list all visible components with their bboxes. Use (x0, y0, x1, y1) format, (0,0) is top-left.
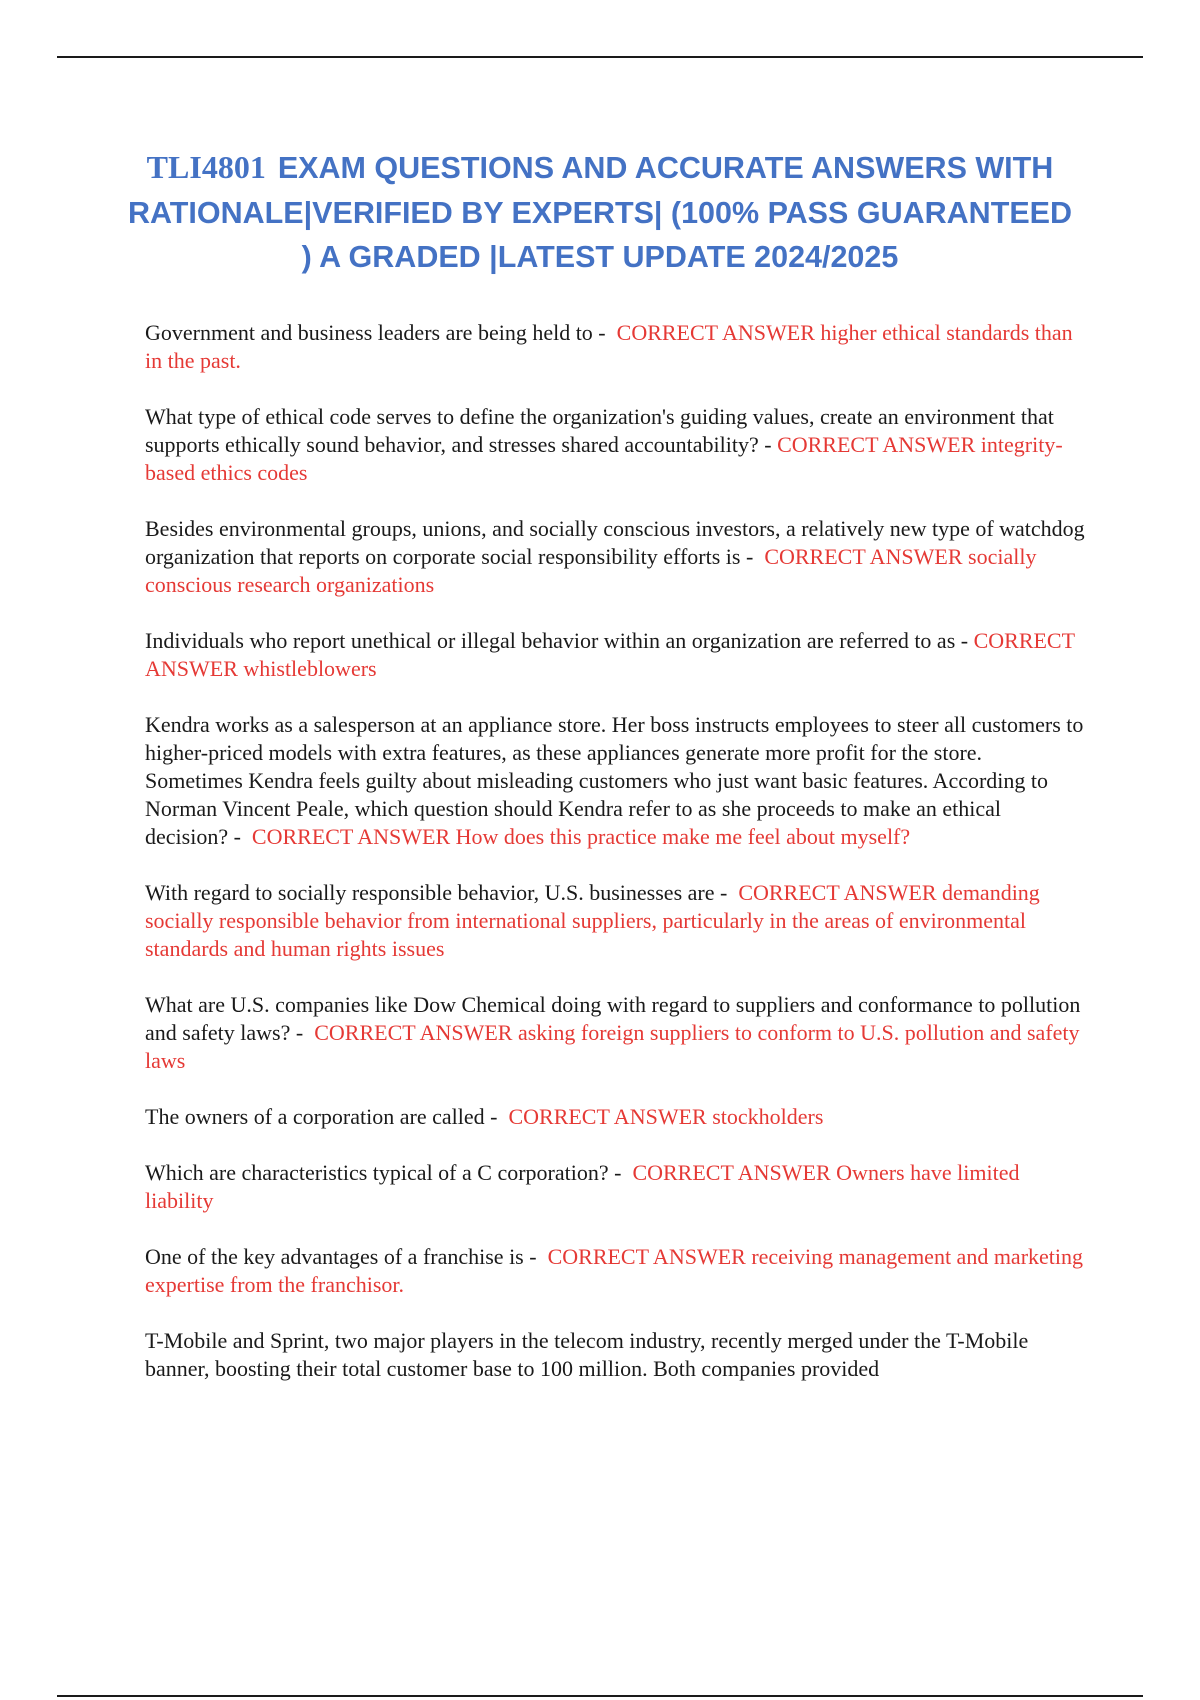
answer-text: CORRECT ANSWER socially conscious research organizations (145, 544, 1037, 597)
qa-list (145, 319, 1085, 1411)
answer-text: CORRECT ANSWER receiving management and marketing expertise from the franchisor. (145, 1244, 1084, 1297)
qa-item (145, 319, 1085, 375)
question-text: One of the key advantages of a franchise is - (145, 1244, 537, 1269)
qa-item (145, 1103, 1085, 1131)
question-text: T-Mobile and Sprint, two major players in the telecom industry, recently merged under the T-Mobile banner, boosting their total customer base to 100 million. Both companies provided (145, 1328, 1029, 1381)
answer-text: CORRECT ANSWER asking foreign suppliers to conform to U.S. pollution and safety laws (145, 1020, 1080, 1073)
question-text: Individuals who report unethical or illegal behavior within an organization are referred to as - (145, 628, 969, 653)
answer-text: CORRECT ANSWER whistleblowers (145, 628, 1075, 681)
answer-text: CORRECT ANSWER stockholders (508, 1104, 824, 1129)
answer-text: CORRECT ANSWER integrity-based ethics codes (145, 432, 1063, 485)
course-code: TLI4801 (146, 149, 266, 185)
answer-text: CORRECT ANSWER How does this practice make me feel about myself? (251, 824, 911, 849)
question-text: Kendra works as a salesperson at an appliance store. Her boss instructs employees to steer all customers to higher-priced models with extra features, as these appliances generate more profit for the store. Sometimes Kendra feels guilty about misleading customers who just want basic features. According to Norman Vincent Peale, which question should Kendra refer to as she proceeds to make an ethical decision? - (145, 712, 1084, 849)
qa-item (145, 1243, 1085, 1299)
question-text: Which are characteristics typical of a C corporation? - (145, 1160, 622, 1185)
bottom-rule (57, 1695, 1143, 1697)
top-rule (57, 56, 1143, 58)
title-line-1: EXAM QUESTIONS AND ACCURATE ANSWERS WITH (277, 151, 1054, 185)
answer-text: CORRECT ANSWER higher ethical standards than in the past. (145, 320, 1073, 373)
document-title (120, 145, 1080, 280)
question-text: The owners of a corporation are called - (145, 1104, 498, 1129)
question-text: What are U.S. companies like Dow Chemical doing with regard to suppliers and conformance to pollution and safety laws? - (145, 992, 1081, 1045)
question-text: Government and business leaders are being held to - (145, 320, 606, 345)
question-text: What type of ethical code serves to define the organization's guiding values, create an environment that supports ethically sound behavior, and stresses shared accountability? - (145, 404, 1054, 457)
answer-text: CORRECT ANSWER Owners have limited liability (145, 1160, 1020, 1213)
qa-item (145, 711, 1085, 851)
qa-item (145, 403, 1085, 487)
qa-item (145, 991, 1085, 1075)
qa-item (145, 879, 1085, 963)
question-text: With regard to socially responsible behavior, U.S. businesses are - (145, 880, 728, 905)
qa-item (145, 515, 1085, 599)
title-line-3: ) A GRADED |LATEST UPDATE 2024/2025 (301, 240, 899, 274)
qa-item (145, 1327, 1085, 1383)
answer-text: CORRECT ANSWER demanding socially responsible behavior from international suppliers, particularly in the areas of environmental standards and human rights issues (145, 880, 1040, 961)
question-text: Besides environmental groups, unions, and socially conscious investors, a relatively new type of watchdog organization that reports on corporate social responsibility efforts is - (145, 516, 1085, 569)
qa-item (145, 1159, 1085, 1215)
qa-item (145, 627, 1085, 683)
title-line-2: RATIONALE|VERIFIED BY EXPERTS| (100% PASS GUARANTEED (127, 195, 1073, 230)
